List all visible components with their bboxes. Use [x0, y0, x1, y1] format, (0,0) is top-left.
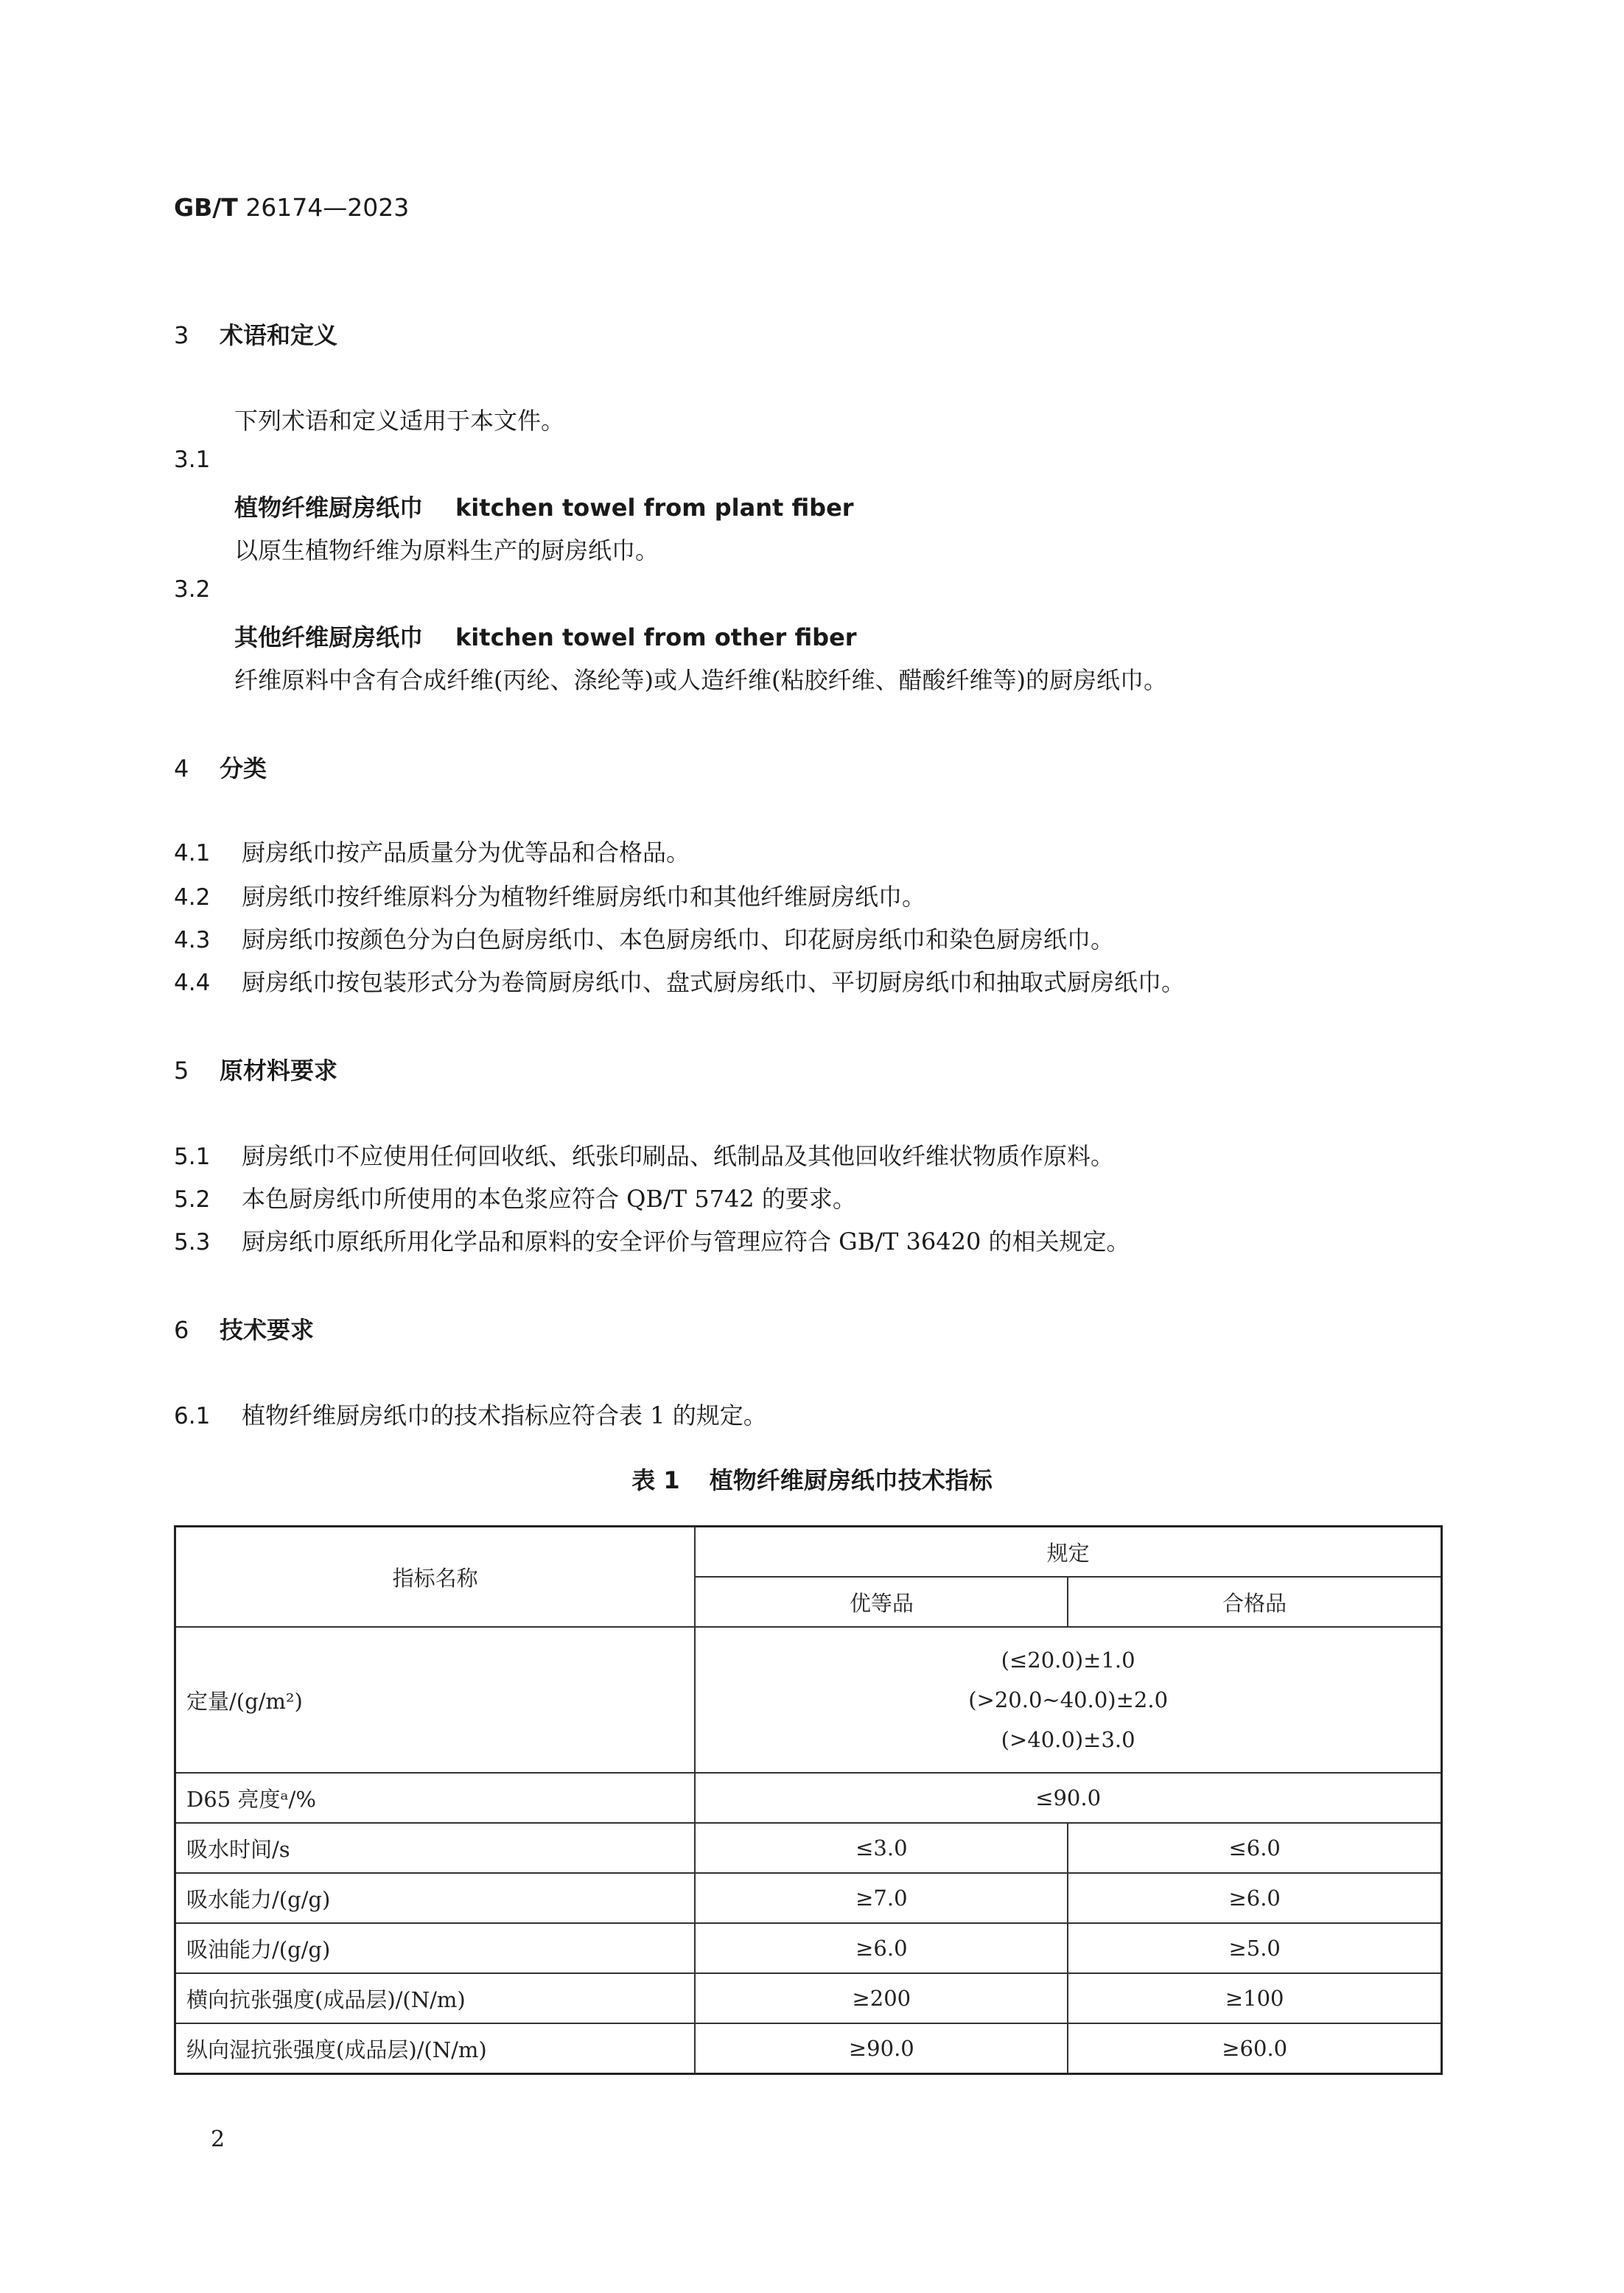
row-value-qualified: ≥6.0 — [1068, 1873, 1441, 1923]
list-item: 5.2 本色厨房纸巾所使用的本色浆应符合 QB/T 5742 的要求。 — [174, 1185, 856, 1213]
row-name: 横向抗张强度(成品层)/(N/m) — [175, 1973, 696, 2023]
standard-prefix: GB/T — [174, 193, 238, 222]
spec-table — [174, 1525, 1443, 2075]
list-item: 4.3 厨房纸巾按颜色分为白色厨房纸巾、本色厨房纸巾、印花厨房纸巾和染色厨房纸巾。 — [174, 925, 1115, 953]
row-value-qualified: ≤6.0 — [1068, 1823, 1441, 1873]
table-row — [175, 1973, 1442, 2023]
section-5-heading: 5 原材料要求 — [174, 1057, 338, 1085]
table-row — [175, 1627, 1442, 1773]
row-value-superior: ≥200 — [695, 1973, 1068, 2023]
row-name: 纵向湿抗张强度(成品层)/(N/m) — [175, 2023, 696, 2074]
row-value-superior: ≤3.0 — [695, 1823, 1068, 1873]
header-grade-superior: 优等品 — [695, 1577, 1068, 1627]
list-item: 5.3 厨房纸巾原纸所用化学品和原料的安全评价与管理应符合 GB/T 36420 的相关规定。 — [174, 1228, 1130, 1256]
table-row — [175, 1773, 1442, 1823]
table-row — [175, 1923, 1442, 1973]
row-name: 吸水能力/(g/g) — [175, 1873, 696, 1923]
section-3-heading: 3 术语和定义 — [174, 321, 338, 349]
list-item: 4.4 厨房纸巾按包装形式分为卷筒厨房纸巾、盘式厨房纸巾、平切厨房纸巾和抽取式厨房纸巾。 — [174, 968, 1186, 996]
row-value-merged: (≤20.0)±1.0 (>20.0~40.0)±2.0 (>40.0)±3.0 — [695, 1627, 1441, 1773]
row-name: D65 亮度ᵃ/% — [175, 1773, 696, 1823]
list-item: 4.1 厨房纸巾按产品质量分为优等品和合格品。 — [174, 839, 690, 867]
row-value-qualified: ≥60.0 — [1068, 2023, 1441, 2074]
row-value-superior: ≥7.0 — [695, 1873, 1068, 1923]
row-name: 吸水时间/s — [175, 1823, 696, 1873]
header-spec: 规定 — [695, 1527, 1441, 1578]
section-6-heading: 6 技术要求 — [174, 1316, 315, 1344]
list-item: 4.2 厨房纸巾按纤维原料分为植物纤维厨房纸巾和其他纤维厨房纸巾。 — [174, 883, 926, 911]
table-caption: 表 1 植物纤维厨房纸巾技术指标 — [631, 1466, 993, 1494]
row-name: 定量/(g/m²) — [175, 1627, 696, 1773]
row-value-qualified: ≥5.0 — [1068, 1923, 1441, 1973]
section-4-heading: 4 分类 — [174, 755, 267, 783]
table-row — [175, 1823, 1442, 1873]
table-row — [175, 1873, 1442, 1923]
document-code — [174, 193, 409, 222]
row-value-superior: ≥6.0 — [695, 1923, 1068, 1973]
term-3-1-title: 植物纤维厨房纸巾 kitchen towel from plant fiber — [234, 494, 854, 522]
term-3-1-number: 3.1 — [174, 447, 211, 473]
standard-number: 26174—2023 — [245, 193, 410, 222]
page-number: 2 — [211, 2126, 225, 2152]
term-3-2-title: 其他纤维厨房纸巾 kitchen towel from other fiber — [234, 623, 857, 651]
table-row — [175, 2023, 1442, 2074]
term-3-2-definition: 纤维原料中含有合成纤维(丙纶、涤纶等)或人造纤维(粘胶纤维、醋酸纤维等)的厨房纸巾。 — [234, 666, 1167, 694]
row-name: 吸油能力/(g/g) — [175, 1923, 696, 1973]
table-header-row — [175, 1527, 1442, 1578]
list-item: 5.1 厨房纸巾不应使用任何回收纸、纸张印刷品、纸制品及其他回收纤维状物质作原料。 — [174, 1142, 1115, 1170]
list-item: 6.1 植物纤维厨房纸巾的技术指标应符合表 1 的规定。 — [174, 1401, 767, 1429]
term-3-2-number: 3.2 — [174, 576, 211, 603]
header-indicator-name: 指标名称 — [175, 1527, 696, 1628]
header-grade-qualified: 合格品 — [1068, 1577, 1441, 1627]
term-3-1-definition: 以原生植物纤维为原料生产的厨房纸巾。 — [234, 536, 659, 564]
row-value-merged: ≤90.0 — [695, 1773, 1441, 1823]
row-value-qualified: ≥100 — [1068, 1973, 1441, 2023]
row-value-superior: ≥90.0 — [695, 2023, 1068, 2074]
section-3-intro: 下列术语和定义适用于本文件。 — [234, 407, 565, 435]
